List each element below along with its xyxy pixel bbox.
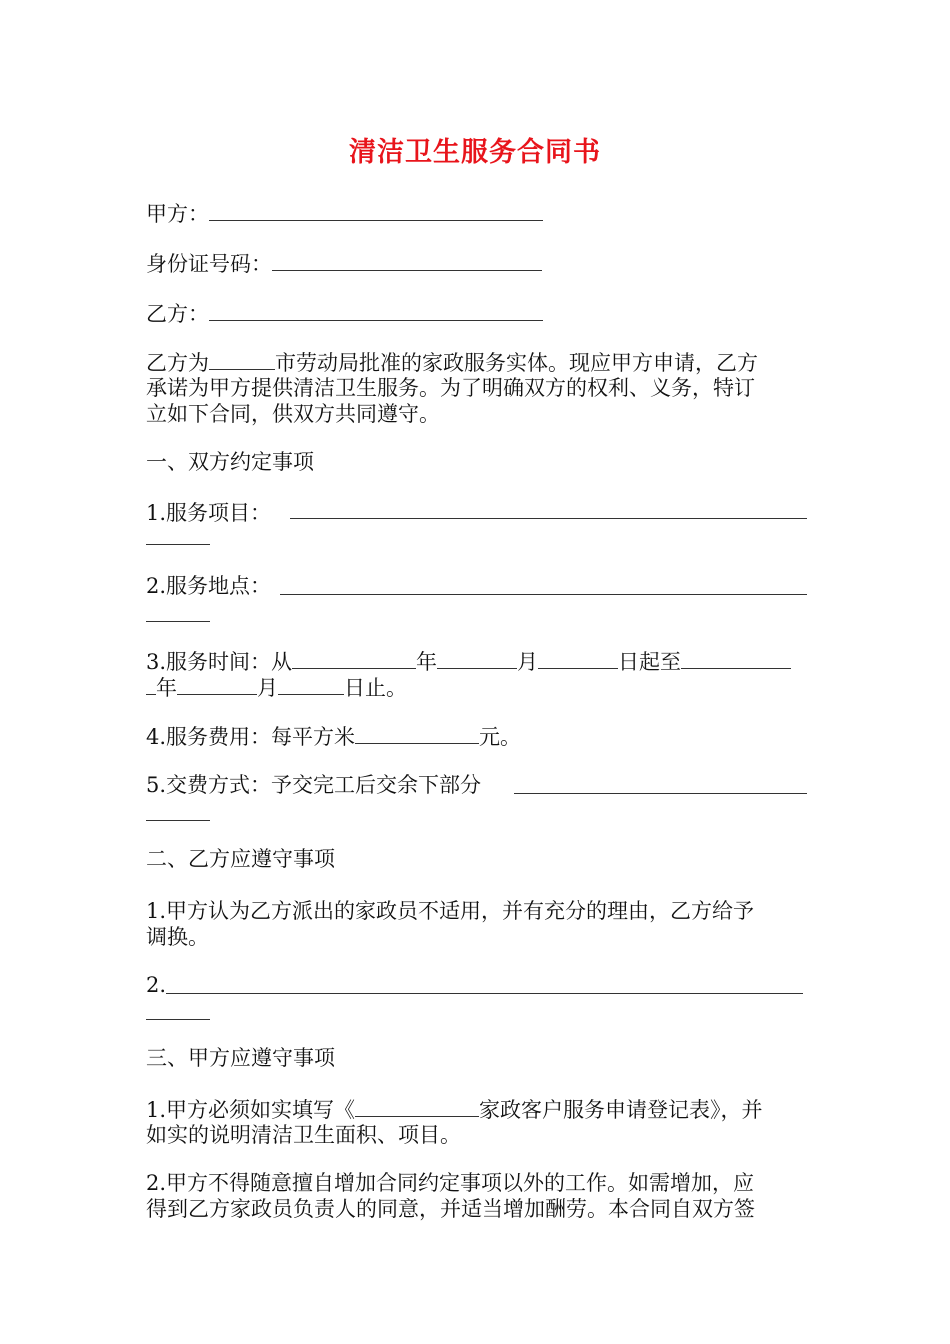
month-label-2: 月 (257, 676, 278, 700)
year-label-1: 年 (416, 650, 438, 674)
section3-item2-line1: 2.甲方不得随意擅自增加合同约定事项以外的工作。如需增加，应 (146, 1171, 755, 1195)
party-a-label: 甲方： (146, 202, 209, 226)
section2-item2-line (146, 972, 808, 998)
service-content-line (146, 500, 808, 526)
end-month-blank[interactable] (177, 674, 257, 695)
service-location-blank-cont[interactable] (146, 621, 210, 622)
service-time-line-1 (146, 648, 808, 675)
service-location-label: 2.服务地点： (146, 574, 272, 598)
fee-line (146, 723, 808, 750)
service-content-blank[interactable] (290, 518, 807, 519)
end-year-blank[interactable] (681, 648, 791, 669)
payment-blank[interactable] (514, 793, 807, 794)
page-title: 清洁卫生服务合同书 (349, 137, 601, 168)
fee-unit: 元。 (479, 725, 522, 749)
id-number-line (146, 250, 808, 277)
payment-label: 5.交费方式：予交完工后交余下部分 (146, 773, 482, 797)
day-start-label: 日起至 (618, 650, 682, 674)
section3-item1-line1 (146, 1096, 808, 1123)
service-time-label: 3.服务时间：从 (146, 650, 293, 674)
party-b-line (146, 300, 808, 327)
service-location-line (146, 573, 808, 599)
section2-item2-blank-cont[interactable] (146, 1019, 210, 1020)
service-content-label: 1.服务项目： (146, 501, 272, 525)
party-b-blank[interactable] (209, 300, 543, 321)
service-location-blank[interactable] (280, 594, 807, 595)
city-blank[interactable] (209, 349, 275, 370)
intro-line-3: 立如下合同，供双方共同遵守。 (146, 402, 440, 426)
intro-text-1: 乙方为 (146, 351, 209, 375)
section2-item1-line1: 1.甲方认为乙方派出的家政员不适用，并有充分的理由，乙方给予 (146, 899, 755, 923)
party-a-blank[interactable] (209, 200, 543, 221)
start-month-blank[interactable] (437, 648, 517, 669)
month-label-1: 月 (517, 650, 539, 674)
intro-line-2: 承诺为甲方提供清洁卫生服务。为了明确双方的权利、义务，特订 (146, 376, 755, 400)
end-year-blank-cont[interactable] (146, 674, 156, 695)
section3-item1-line2: 如实的说明清洁卫生面积、项目。 (146, 1123, 461, 1147)
payment-blank-cont[interactable] (146, 820, 210, 821)
day-end-label: 日止。 (344, 676, 407, 700)
section2-heading: 二、乙方应遵守事项 (146, 847, 335, 871)
start-year-blank[interactable] (292, 648, 416, 669)
section3-item1-text-1: 1.甲方必须如实填写《 (146, 1098, 356, 1122)
service-time-line-2 (146, 674, 808, 701)
party-a-line (146, 200, 808, 227)
id-number-blank[interactable] (272, 250, 542, 271)
section3-heading: 三、甲方应遵守事项 (146, 1046, 335, 1070)
section1-heading: 一、双方约定事项 (146, 450, 314, 474)
year-label-2: 年 (156, 676, 177, 700)
service-content-blank-cont[interactable] (146, 544, 210, 545)
section2-item2-label: 2. (146, 973, 167, 997)
intro-text-2: 市劳动局批准的家政服务实体。现应甲方申请，乙方 (275, 351, 758, 375)
section2-item1-line2: 调换。 (146, 925, 209, 949)
intro-line-1 (146, 349, 808, 376)
fee-blank[interactable] (355, 723, 479, 744)
end-day-blank[interactable] (278, 674, 344, 695)
form-name-blank[interactable] (355, 1096, 479, 1117)
section2-item2-blank[interactable] (166, 993, 803, 994)
payment-line (146, 772, 808, 798)
id-number-label: 身份证号码： (146, 252, 272, 276)
section3-item1-text-2: 家政客户服务申请登记表》，并 (479, 1098, 763, 1122)
section3-item2-line2: 得到乙方家政员负责人的同意，并适当增加酬劳。本合同自双方签 (146, 1197, 755, 1221)
start-day-blank[interactable] (538, 648, 618, 669)
party-b-label: 乙方： (146, 302, 209, 326)
fee-label: 4.服务费用：每平方米 (146, 725, 356, 749)
